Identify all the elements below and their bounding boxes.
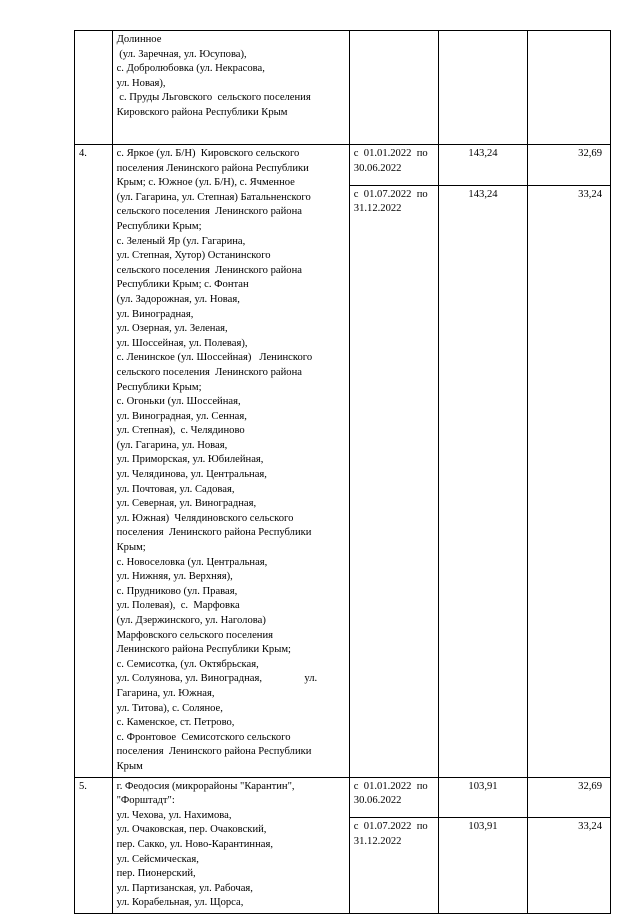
- tariff-table: [74, 30, 611, 914]
- period-text: с 01.01.2022 по 30.06.2022: [353, 780, 428, 807]
- table-row: [75, 145, 611, 186]
- locality-text: Долинное (ул. Заречная, ул. Юсупова), с. Добролюбовка (ул. Некрасова, ул. Новая), с. Пруды Льговского сельского поселения Кировского района Республики Крым: [116, 34, 311, 118]
- table-row: [75, 777, 611, 818]
- period-cell: [349, 145, 438, 186]
- row-number-cell: 4.: [75, 145, 113, 778]
- locality-text: г. Феодосия (микрорайоны "Карантин", "Форштадт": ул. Чехова, ул. Нахимова, ул. Очаковская, пер. Очаковский, пер. Сакко, ул. Ново-Карантинная, ул. Сейсмическая, пер. Пионерский, ул. Партизанская, ул. Рабочая, ул. Корабельная, ул. Щорса,: [116, 780, 295, 909]
- period-text: с 01.07.2022 по 31.12.2022: [353, 821, 428, 847]
- period-cell: [349, 185, 438, 777]
- tariff-value-cell: 33,24: [528, 818, 611, 914]
- locality-cell: [112, 31, 349, 145]
- period-cell: [349, 818, 438, 914]
- locality-cell: [112, 145, 349, 778]
- tariff-value-cell: [528, 31, 611, 145]
- row-number-cell: [75, 31, 113, 145]
- period-text: с 01.01.2022 по 30.06.2022: [353, 148, 428, 174]
- row-number-cell: 5.: [75, 777, 113, 913]
- tariff-value-cell: 33,24: [528, 185, 611, 777]
- period-cell: [349, 777, 438, 818]
- tariff-value-cell: 143,24: [438, 185, 528, 777]
- tariff-value-cell: 32,69: [528, 777, 611, 818]
- period-text: с 01.07.2022 по 31.12.2022: [353, 188, 428, 215]
- tariff-value-cell: [438, 31, 528, 145]
- tariff-value-cell: 103,91: [438, 818, 528, 914]
- tariff-value-cell: 103,91: [438, 777, 528, 818]
- locality-cell: [112, 777, 349, 913]
- period-cell: [349, 31, 438, 145]
- tariff-value-cell: 143,24: [438, 145, 528, 186]
- table-row: [75, 31, 611, 145]
- locality-text: с. Яркое (ул. Б/Н) Кировского сельского поселения Ленинского района Республики Крым; с. Южное (ул. Б/Н), с. Ячменное (ул. Гагарина, ул. Степная) Батальненского сельского поселения Ленинского района Республики Крым; с. Зеленый Яр (ул. Гагарина, ул. Степная, Хутор) Останинского сельского поселения Ленинского района Республики Крым; с. Фонтан (ул. Задорожная, ул. Новая, ул. Виноградная, ул. Озерная, ул. Зеленая, ул. Шоссейная, ул. Полевая), с. Ленинское (ул. Шоссейная) Ленинского сельского поселения Ленинского района Республики Крым; с. Огоньки (ул. Шоссейная, ул. Виноградная, ул. Сенная, ул. Степная), с. Челядиново (ул. Гагарина, ул. Новая, ул. Приморская, ул. Юбилейная, ул. Челядинова, ул. Центральная, ул. Почтовая, ул. Садовая, ул. Северная, ул. Виноградная, ул. Южная) Челядиновского сельского поселения Ленинского района Республики Крым; с. Новоселовка (ул. Центральная, ул. Нижняя, ул. Верхняя), с. Прудниково (ул. Правая, ул. Полевая), с. Марфовка (ул. Дзержинского, ул. Наголова) Марфовского сельского поселения Ленинского района Республики Крым; с. Семисотка, (ул. Октябрьская, ул. Солуянова, ул. Виноградная, ул. Гагарина, ул. Южная, ул. Титова), с. Соляное, с. Каменское, ст. Петрово, с. Фронтовое Семисотского сельского поселения Ленинского района Республики Крым: [116, 148, 318, 772]
- tariff-value-cell: 32,69: [528, 145, 611, 186]
